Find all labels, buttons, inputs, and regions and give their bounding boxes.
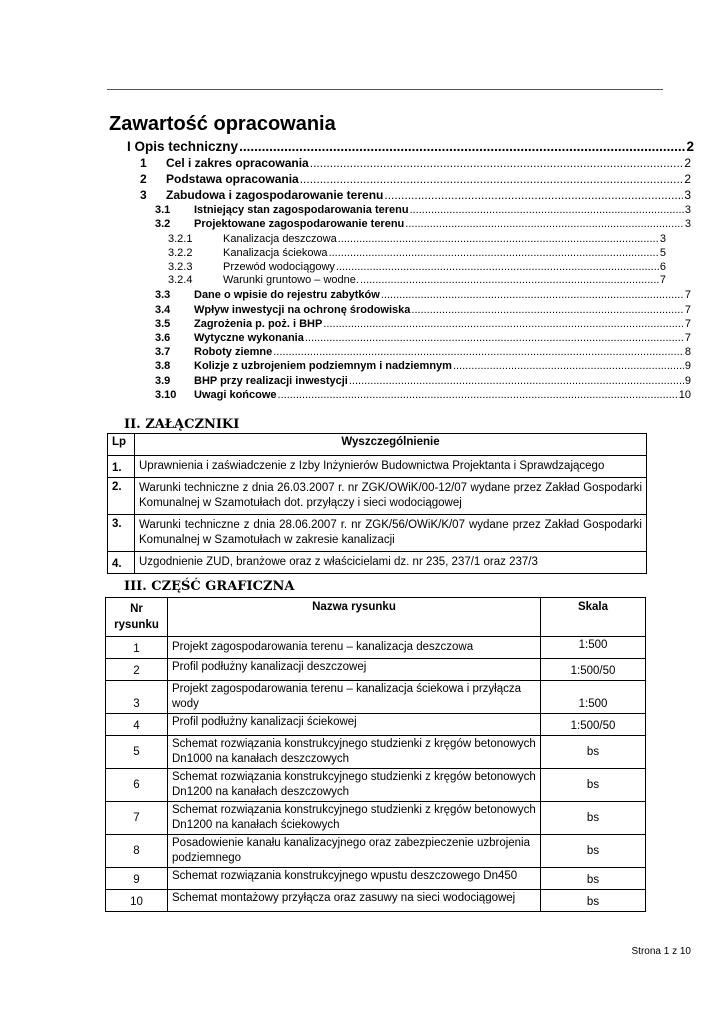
drawing-name: Schemat rozwiązania konstrukcyjnego studzienki z kręgów betonowych Dn1000 na kanałach deszczowych <box>168 736 541 769</box>
attachments-heading: II. ZAŁĄCZNIKI <box>124 417 240 432</box>
toc-label: Warunki gruntowo – wodne. <box>223 274 359 286</box>
toc-label: Kanalizacja deszczowa <box>223 233 337 245</box>
column-header-number: Nr rysunku <box>106 598 168 637</box>
row-description: Warunki techniczne z dnia 28.06.2007 r. nr ZGK/56/OWiK/K/07 wydane przez Zakład Gospodarki Komunalnej w Szamotułach w zakresie kanalizacji <box>135 515 647 552</box>
row-description: Uzgodnienie ZUD, branżowe oraz z właścicielami dz. nr 235, 237/1 oraz 237/3 <box>135 552 647 574</box>
toc-label: Projektowane zagospodarowanie terenu <box>194 218 405 230</box>
toc-entry[interactable] <box>155 289 691 301</box>
toc-entry[interactable] <box>155 332 691 344</box>
drawings-table <box>105 597 646 912</box>
toc-page: 9 <box>684 375 691 387</box>
toc-number: 3.9 <box>155 375 171 387</box>
drawing-name: Schemat rozwiązania konstrukcyjnego wpustu deszczowego Dn450 <box>168 868 541 890</box>
table-row <box>108 552 647 574</box>
drawing-name: Profil podłużny kanalizacji deszczowej <box>168 659 541 681</box>
toc-entry[interactable] <box>155 204 691 216</box>
toc-page: 7 <box>684 332 691 344</box>
toc-label: Cel i zakres opracowania <box>166 156 309 170</box>
table-row <box>106 714 646 736</box>
toc-entry[interactable] <box>155 346 691 358</box>
page-title: Zawartość opracowania <box>109 113 336 135</box>
toc-number: 3.6 <box>155 332 171 344</box>
toc-label: Opis techniczny <box>134 139 239 154</box>
table-row <box>106 736 646 769</box>
toc-entry[interactable] <box>127 139 694 154</box>
toc-label: Wytyczne wykonania <box>194 332 304 344</box>
toc-entry[interactable] <box>155 375 691 387</box>
toc-page: 7 <box>659 274 666 286</box>
toc-number: 3.10 <box>155 389 177 401</box>
toc-label: Kolizje z uzbrojeniem podziemnym i nadziemnym <box>194 360 452 372</box>
toc-page: 2 <box>684 172 691 186</box>
toc-number: 3.2.2 <box>168 247 193 259</box>
toc-page: 10 <box>678 389 691 401</box>
drawing-name: Posadowienie kanału kanalizacyjnego oraz zabezpieczenie uzbrojenia podziemnego <box>168 835 541 868</box>
toc-page: 3 <box>659 233 666 245</box>
column-header-name: Nazwa rysunku <box>168 598 541 637</box>
toc-label: Przewód wodociągowy <box>223 261 335 273</box>
toc-entry[interactable] <box>140 156 691 170</box>
table-row <box>106 681 646 714</box>
toc-page: 3 <box>684 204 691 216</box>
toc-number: 3.2.4 <box>168 274 193 286</box>
toc-number: I <box>127 139 131 154</box>
table-row <box>106 802 646 835</box>
toc-entry[interactable] <box>140 172 691 186</box>
toc-number: 3.5 <box>155 318 171 330</box>
toc-page: 9 <box>684 360 691 372</box>
toc-entry[interactable] <box>155 218 691 230</box>
row-number: 1. <box>108 456 135 478</box>
graphics-heading: III. CZĘŚĆ GRAFICZNA <box>124 579 295 594</box>
toc-entry[interactable] <box>155 360 691 372</box>
table-row <box>106 769 646 802</box>
toc-page: 7 <box>684 318 691 330</box>
table-header-row <box>106 598 646 637</box>
table-row <box>108 478 647 515</box>
toc-page: 6 <box>659 261 666 273</box>
drawing-name: Profil podłużny kanalizacji ściekowej <box>168 714 541 736</box>
drawing-scale: bs <box>541 835 646 868</box>
drawing-number: 9 <box>106 868 168 890</box>
drawing-scale: bs <box>541 802 646 835</box>
toc-label: Zagrożenia p. poż. i BHP <box>194 318 323 330</box>
toc-page: 7 <box>684 289 691 301</box>
table-row <box>106 835 646 868</box>
toc-number: 3 <box>140 188 147 202</box>
drawing-name: Schemat montażowy przyłącza oraz zasuwy na sieci wodociągowej <box>168 890 541 912</box>
row-description: Warunki techniczne z dnia 26.03.2007 r. nr ZGK/OWiK/00-12/07 wydane przez Zakład Gospodarki Komunalnej w Szamotułach dot. przyłączy i sieci wodociągowej <box>135 478 647 515</box>
row-number: 4. <box>108 552 135 574</box>
toc-entry[interactable] <box>168 274 666 286</box>
toc-entry[interactable] <box>155 318 691 330</box>
toc-number: 3.2 <box>155 218 171 230</box>
toc-entry[interactable] <box>168 233 666 245</box>
toc-number: 3.2.1 <box>168 233 193 245</box>
drawing-scale: bs <box>541 769 646 802</box>
drawing-number: 7 <box>106 802 168 835</box>
drawing-scale: bs <box>541 736 646 769</box>
toc-entry[interactable] <box>140 188 691 202</box>
toc-entry[interactable] <box>155 389 691 401</box>
toc-entry[interactable] <box>155 304 691 316</box>
drawing-number: 8 <box>106 835 168 868</box>
drawing-name: Projekt zagospodarowania terenu – kanalizacja ściekowa i przyłącza wody <box>168 681 541 714</box>
toc-page: 8 <box>684 346 691 358</box>
toc-entry[interactable] <box>168 247 666 259</box>
toc-number: 3.2.3 <box>168 261 193 273</box>
toc-number: 3.7 <box>155 346 171 358</box>
table-row <box>106 637 646 659</box>
drawing-scale: bs <box>541 868 646 890</box>
table-row <box>108 515 647 552</box>
table-row <box>106 659 646 681</box>
drawing-number: 1 <box>106 637 168 659</box>
toc-label: Uwagi końcowe <box>194 389 277 401</box>
toc-number: 2 <box>140 172 147 186</box>
drawing-name: Schemat rozwiązania konstrukcyjnego studzienki z kręgów betonowych Dn1200 na kanałach ściekowych <box>168 802 541 835</box>
toc-number: 3.1 <box>155 204 171 216</box>
toc-label: Dane o wpisie do rejestru zabytków <box>194 289 380 301</box>
toc-page: 2 <box>684 156 691 170</box>
drawing-number: 4 <box>106 714 168 736</box>
drawing-scale: 1:500 <box>541 637 646 659</box>
drawing-number: 6 <box>106 769 168 802</box>
table-row <box>106 890 646 912</box>
table-row <box>106 868 646 890</box>
toc-label: Zabudowa i zagospodarowanie terenu <box>166 188 384 202</box>
column-header-lp: Lp <box>108 434 135 456</box>
drawing-scale: 1:500/50 <box>541 659 646 681</box>
row-number: 3. <box>108 515 135 552</box>
toc-number: 1 <box>140 156 147 170</box>
drawing-scale: 1:500 <box>541 681 646 714</box>
toc-number: 3.8 <box>155 360 171 372</box>
toc-label: Wpływ inwestycji na ochronę środowiska <box>194 304 411 316</box>
drawing-number: 5 <box>106 736 168 769</box>
drawing-name: Projekt zagospodarowania terenu – kanalizacja deszczowa <box>168 637 541 659</box>
row-description: Uprawnienia i zaświadczenie z Izby Inżynierów Budownictwa Projektanta i Sprawdzającego <box>135 456 647 478</box>
drawing-name: Schemat rozwiązania konstrukcyjnego studzienki z kręgów betonowych Dn1200 na kanałach deszczowych <box>168 769 541 802</box>
toc-number: 3.4 <box>155 304 171 316</box>
toc-label: Podstawa opracowania <box>166 172 299 186</box>
drawing-number: 3 <box>106 681 168 714</box>
attachments-table <box>107 433 647 574</box>
toc-label: BHP przy realizacji inwestycji <box>194 375 348 387</box>
table-row <box>108 456 647 478</box>
page-number: Strona 1 z 10 <box>631 946 691 957</box>
toc-page: 7 <box>684 304 691 316</box>
toc-page: 3 <box>684 188 691 202</box>
toc-label: Kanalizacja ściekowa <box>223 247 328 259</box>
column-header-description: Wyszczególnienie <box>135 434 647 456</box>
toc-page: 2 <box>686 139 694 154</box>
toc-label: Roboty ziemne <box>194 346 273 358</box>
table-header-row <box>108 434 647 456</box>
drawing-scale: bs <box>541 890 646 912</box>
toc-page: 5 <box>659 247 666 259</box>
drawing-number: 10 <box>106 890 168 912</box>
row-number: 2. <box>108 478 135 515</box>
toc-entry[interactable] <box>168 261 666 273</box>
drawing-scale: 1:500/50 <box>541 714 646 736</box>
header-rule <box>107 89 663 90</box>
toc-label: Istniejący stan zagospodarowania terenu <box>194 204 409 216</box>
drawing-number: 2 <box>106 659 168 681</box>
toc-number: 3.3 <box>155 289 171 301</box>
column-header-scale: Skala <box>541 598 646 637</box>
toc-page: 3 <box>684 218 691 230</box>
